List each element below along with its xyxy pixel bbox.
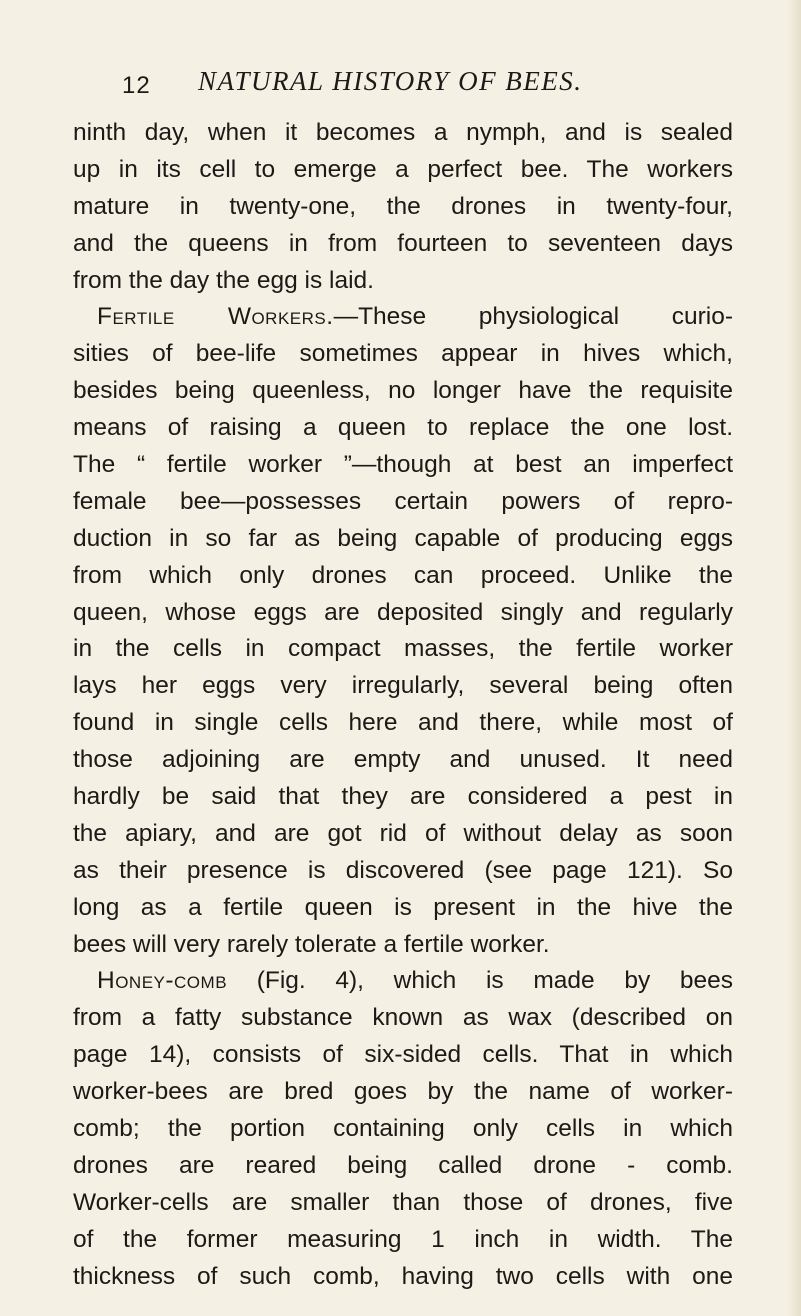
text-line: up in its cell to emerge a perfect bee. The workers [73,155,733,183]
running-title: NATURAL HISTORY OF BEES. [198,66,583,96]
text-line: bees will very rarely tolerate a fertile worker. [73,930,550,958]
text-line: female bee—possesses certain powers of repro- [73,487,733,515]
text-line: and the queens in from fourteen to seventeen days [73,229,733,257]
text-line: mature in twenty-one, the drones in twenty-four, [73,192,733,220]
text-line: of the former measuring 1 inch in width. The [73,1225,733,1253]
page-header [122,64,722,104]
body-text [73,115,733,1296]
page-edge-shadow [787,0,801,1316]
text-line: the apiary, and are got rid of without delay as soon [73,819,733,847]
line-remainder: (Fig. 4), which is made by bees [227,967,733,995]
text-line: found in single cells here and there, while most of [73,709,733,737]
text-line: from a fatty substance known as wax (described on [73,1004,733,1032]
text-line: long as a fertile queen is present in the hive the [73,893,733,921]
text-line-honey-comb [73,963,733,1000]
text-line: sities of bee-life sometimes appear in hives which, [73,340,733,368]
text-line: those adjoining are empty and unused. It need [73,746,733,774]
text-line: besides being queenless, no longer have the requisite [73,377,733,405]
text-line: The “ fertile worker ”—though at best an imperfect [73,451,733,479]
text-line: means of raising a queen to replace the one lost. [73,414,733,442]
text-line: in the cells in compact masses, the fertile worker [73,635,733,663]
text-line: lays her eggs very irregularly, several being often [73,672,733,700]
text-line: page 14), consists of six-sided cells. That in which [73,1041,733,1069]
text-line: ninth day, when it becomes a nymph, and is sealed [73,119,733,146]
text-line: from which only drones can proceed. Unlike the [73,561,733,589]
text-line: comb; the portion containing only cells in which [73,1115,733,1143]
text-line: queen, whose eggs are deposited singly and regularly [73,598,733,626]
text-line: hardly be said that they are considered a pest in [73,783,733,811]
text-line: worker-bees are bred goes by the name of worker- [73,1078,733,1106]
text-line: Worker-cells are smaller than those of drones, five [73,1188,733,1216]
text-line-fertile-workers [73,299,733,336]
text-line: from the day the egg is laid. [73,266,374,294]
page-number: 12 [122,72,151,99]
text-line: thickness of such comb, having two cells with one [73,1262,733,1290]
text-line: duction in so far as being capable of producing eggs [73,524,733,552]
text-line: drones are reared being called drone - comb. [73,1151,733,1179]
small-caps-lead: Honey-comb [97,967,228,995]
text-line: as their presence is discovered (see page 121). So [73,856,733,884]
small-caps-lead: Fertile Workers. [97,303,334,331]
line-remainder: —These physiological curio- [333,303,733,331]
